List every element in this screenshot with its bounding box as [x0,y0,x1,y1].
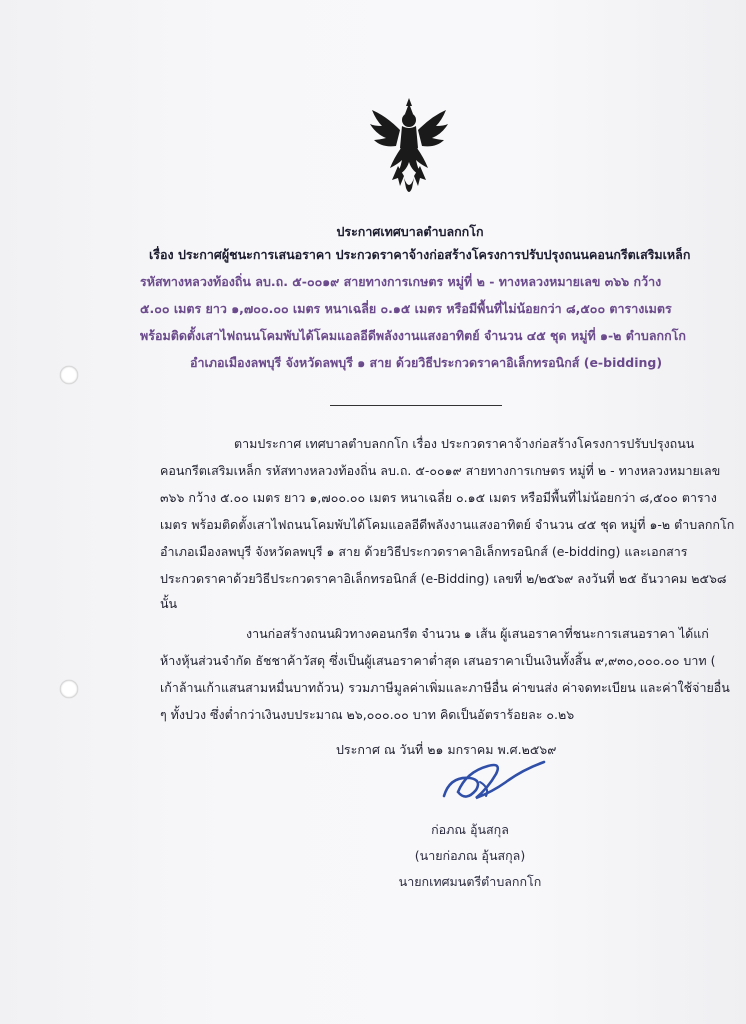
body-p1-line-5: อำเภอเมืองลพบุรี จังหวัดลพบุรี ๑ สาย ด้วยวิธีประกวดราคาอิเล็กทรอนิกส์ (e-bidding) และเอกสาร [160,544,688,559]
signer-position: นายกเทศมนตรีตำบลกกโก [398,874,542,889]
body-p2-line-2: ห้างหุ้นส่วนจำกัด ธัชชาค้าวัสดุ ซึ่งเป็นผู้เสนอราคาต่ำสุด เสนอราคาเป็นเงินทั้งสิ้น ๙,๙๓๐,๐๐๐.๐๐ บาท ( [160,653,716,668]
body-p1-line-2: คอนกรีตเสริมเหล็ก รหัสทางหลวงท้องถิ่น ลบ.ถ. ๕-๐๐๑๙ สายทางการเกษตร หมู่ที่ ๒ - ทางหลวงหมายเลข [160,463,721,478]
announcement-title: ประกาศเทศบาลตำบลกกโก [336,224,484,239]
signer-full-name: (นายก่อภณ อุ้นสกุล) [414,848,526,863]
handwritten-signature-icon [436,752,551,812]
punch-hole-bottom [60,680,78,698]
body-p1-line-7: นั้น [160,596,178,611]
signer-name: ก่อภณ อุ้นสกุล [431,822,509,837]
body-p2-line-3: เก้าล้านเก้าแสนสามหมื่นบาทถ้วน) รวมภาษีมูลค่าเพิ่มและภาษีอื่น ค่าขนส่ง ค่าจดทะเบียน และค่าใช้จ่ายอื่น [160,680,730,695]
body-p1-line-6: ประกวดราคาด้วยวิธีประกวดราคาอิเล็กทรอนิกส์ (e-Bidding) เลขที่ ๒/๒๕๖๙ ลงวันที่ ๒๕ ธันวาคม ๒๕๖๘ [160,571,727,586]
body-p1-line-1: ตามประกาศ เทศบาลตำบลกกโก เรื่อง ประกวดราคาจ้างก่อสร้างโครงการปรับปรุงถนน [234,436,695,451]
punch-hole-top [60,366,78,384]
body-p2-line-1: งานก่อสร้างถนนผิวทางคอนกรีต จำนวน ๑ เส้น ผู้เสนอราคาที่ชนะการเสนอราคา ได้แก่ [246,626,709,641]
subject-line-2: รหัสทางหลวงท้องถิ่น ลบ.ถ. ๕-๐๐๑๙ สายทางการเกษตร หมู่ที่ ๒ - ทางหลวงหมายเลข ๓๖๖ กว้าง [140,274,662,289]
garuda-emblem-icon [368,96,450,200]
announce-date: ประกาศ ณ วันที่ ๒๑ มกราคม พ.ศ.๒๕๖๙ [336,742,557,757]
subject-line-3: ๕.๐๐ เมตร ยาว ๑,๗๐๐.๐๐ เมตร หนาเฉลี่ย ๐.๑๕ เมตร หรือมีพื้นที่ไม่น้อยกว่า ๘,๕๐๐ ตารางเมตร [140,301,672,316]
body-p1-line-4: เมตร พร้อมติดตั้งเสาไฟถนนโคมพับได้โคมแอลอีดีพลังงานแสงอาทิตย์ จำนวน ๔๕ ชุด หมู่ที่ ๑-๒ ตำบลกกโก [160,517,735,532]
subject-line-1: เรื่อง ประกาศผู้ชนะการเสนอราคา ประกวดราคาจ้างก่อสร้างโครงการปรับปรุงถนนคอนกรีตเสริมเหล็ก [149,247,691,262]
body-p1-line-3: ๓๖๖ กว้าง ๕.๐๐ เมตร ยาว ๑,๗๐๐.๐๐ เมตร หนาเฉลี่ย ๐.๑๕ เมตร หรือมีพื้นที่ไม่น้อยกว่า ๘,๕๐๐ ตาราง [160,490,717,505]
subject-line-5: อำเภอเมืองลพบุรี จังหวัดลพบุรี ๑ สาย ด้วยวิธีประกวดราคาอิเล็กทรอนิกส์ (e-bidding) [190,355,663,370]
divider-rule [330,405,502,406]
subject-line-4: พร้อมติดตั้งเสาไฟถนนโคมพับได้โคมแอลอีดีพลังงานแสงอาทิตย์ จำนวน ๔๕ ชุด หมู่ที่ ๑-๒ ตำบลกกโก [140,328,686,343]
body-p2-line-4: ๆ ทั้งปวง ซึ่งต่ำกว่าเงินงบประมาณ ๒๖,๐๐๐.๐๐ บาท คิดเป็นอัตราร้อยละ ๐.๒๖ [160,707,575,722]
